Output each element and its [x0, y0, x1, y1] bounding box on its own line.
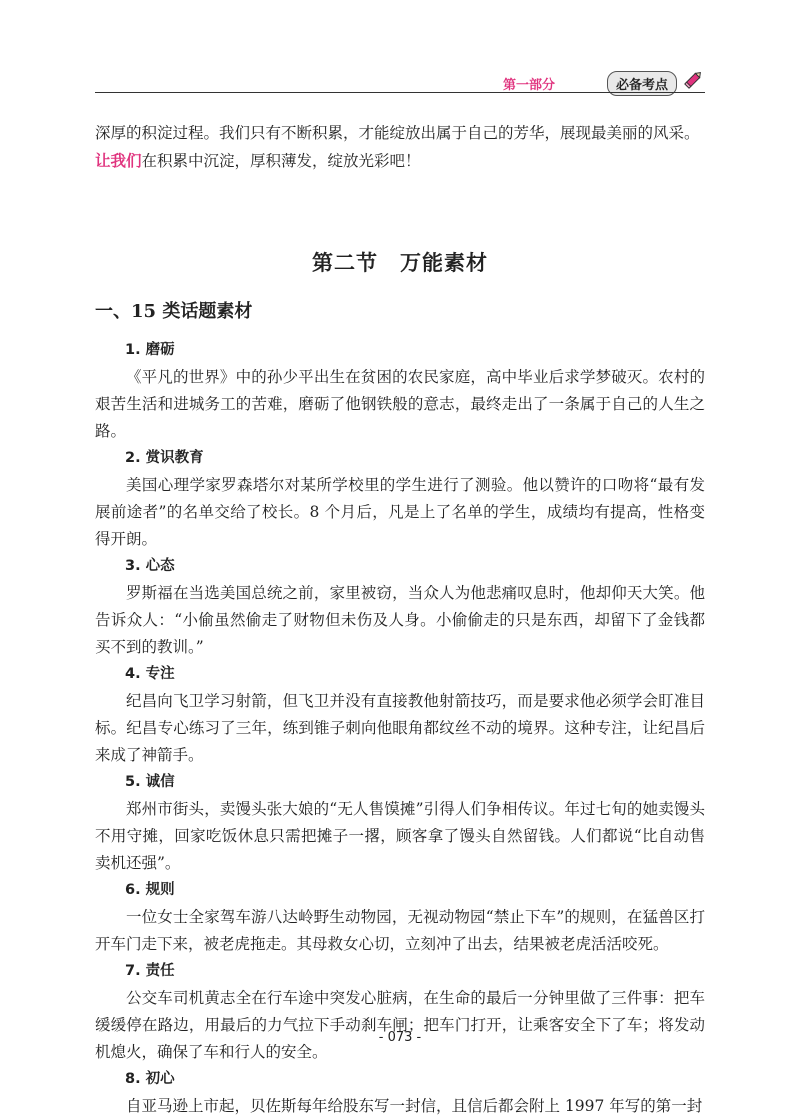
topic-heading: 7. 责任 — [125, 963, 175, 979]
page-header — [95, 64, 705, 92]
header-rule — [95, 92, 705, 93]
topic-heading: 5. 诚信 — [125, 774, 175, 790]
intro-accent: 让我们 — [95, 151, 142, 170]
topic-text: 一位女士全家驾车游八达岭野生动物园，无视动物园“禁止下车”的规则，在猛兽区打开车门走下来，被老虎拖走。其母救女心切，立刻冲了出去，结果被老虎活活咬死。 — [95, 908, 705, 953]
topic-heading: 4. 专注 — [125, 666, 175, 682]
topic-heading: 2. 赏识教育 — [125, 450, 204, 466]
topic-text: 美国心理学家罗森塔尔对某所学校里的学生进行了测验。他以赞许的口吻将“最有发展前途者”的名单交给了校长。8 个月后，凡是上了名单的学生，成绩均有提高，性格变得开朗。 — [95, 476, 705, 548]
topic-heading: 6. 规则 — [125, 882, 175, 898]
topic-heading: 1. 磨砺 — [125, 342, 175, 358]
page-number: - 073 - — [378, 1030, 422, 1045]
page-content — [95, 120, 705, 1120]
intro-line-1: 深厚的积淀过程。我们只有不断积累，才能绽放出属于自己的芳华，展现最美丽的风采。 — [95, 124, 700, 142]
intro-line-2 — [95, 147, 705, 175]
topic-text: 《平凡的世界》中的孙少平出生在贫困的农民家庭，高中毕业后求学梦破灭。农村的艰苦生活和进城务工的苦难，磨砺了他钢铁般的意志，最终走出了一条属于自己的人生之路。 — [95, 368, 705, 440]
header-part-label: 第一部分 — [502, 78, 555, 93]
topic-text: 罗斯福在当选美国总统之前，家里被窃，当众人为他悲痛叹息时，他却仰天大笑。他告诉众人：“小偷虽然偷走了财物但未伤及人身。小偷偷走的只是东西，却留下了金钱都买不到的教训。” — [95, 584, 705, 656]
section-title: 第二节 万能素材 — [312, 250, 488, 275]
intro-rest: 在积累中沉淀，厚积薄发，绽放光彩吧！ — [141, 152, 421, 170]
pencil-icon — [683, 68, 705, 90]
topic-text: 郑州市街头，卖馒头张大娘的“无人售馍摊”引得人们争相传议。年过七旬的她卖馒头不用守摊，回家吃饭休息只需把摊子一撂，顾客拿了馒头自然留钱。人们都说“比自动售卖机还强”。 — [95, 800, 705, 872]
topic-text: 自亚马逊上市起，贝佐斯每年给股东写一封信，且信后都会附上 1997 年写的第一封 — [126, 1097, 703, 1115]
subsection-title: 一、15 类话题素材 — [95, 301, 253, 322]
header-badge: 必备考点 — [607, 71, 677, 96]
topic-text: 公交车司机黄志全在行车途中突发心脏病，在生命的最后一分钟里做了三件事：把车缓缓停在路边，用最后的力气拉下手动刹车闸；把车门打开，让乘客安全下了车；将发动机熄火，确保了车和行人的安全。 — [95, 989, 705, 1061]
topic-heading: 3. 心态 — [125, 558, 175, 574]
topic-text: 纪昌向飞卫学习射箭，但飞卫并没有直接教他射箭技巧，而是要求他必须学会盯准目标。纪昌专心练习了三年，练到锥子刺向他眼角都纹丝不动的境界。这种专注，让纪昌后来成了神箭手。 — [95, 692, 705, 764]
topic-heading: 8. 初心 — [125, 1071, 175, 1087]
